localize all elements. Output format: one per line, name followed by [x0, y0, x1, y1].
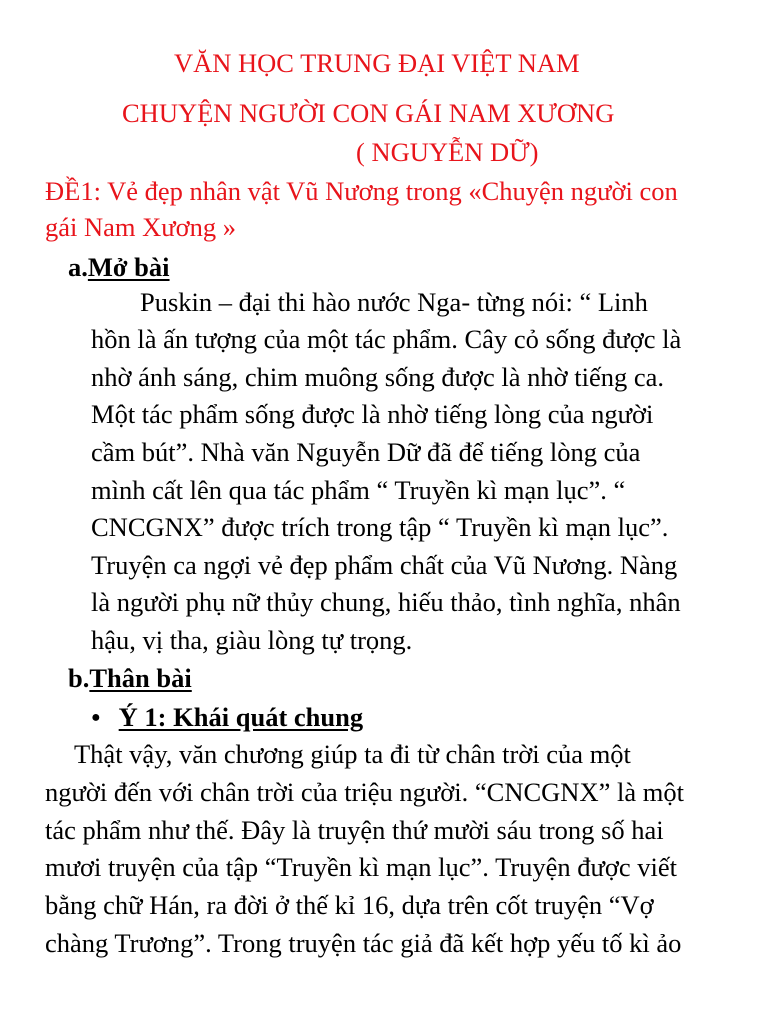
title-literature-period: VĂN HỌC TRUNG ĐẠI VIỆT NAM: [174, 48, 580, 78]
bullet-icon: ●: [91, 708, 101, 726]
paragraph-a-line: Truyện ca ngợi vẻ đẹp phẩm chất của Vũ Nương. Nàng: [91, 550, 678, 580]
topic-line-1: ĐỀ1: Vẻ đẹp nhân vật Vũ Nương trong «Chuyện người con: [45, 176, 678, 206]
topic-line-2: gái Nam Xương »: [45, 212, 237, 242]
section-b-heading: [68, 662, 192, 694]
paragraph-a-line: cầm bút”. Nhà văn Nguyễn Dữ đã để tiếng lòng của: [91, 437, 641, 467]
section-a-label: Mở bài: [87, 252, 170, 282]
section-b-prefix: b.: [68, 663, 90, 693]
paragraph-b-line: chàng Trương”. Trong truyện tác giả đã kết hợp yếu tố kì ảo: [45, 928, 682, 958]
paragraph-a-line: là người phụ nữ thủy chung, hiếu thảo, tình nghĩa, nhân: [91, 587, 681, 617]
paragraph-b-line: người đến với chân trời của triệu người. “CNCGNX” là một: [45, 777, 684, 807]
paragraph-a-line: Puskin – đại thi hào nước Nga- từng nói: “ Linh: [140, 287, 648, 317]
paragraph-b-line: mươi truyện của tập “Truyền kì mạn lục”. Truyện được viết: [45, 852, 678, 882]
paragraph-b-line: tác phẩm như thế. Đây là truyện thứ mười sáu trong số hai: [45, 815, 664, 845]
section-b-label: Thân bài: [89, 663, 192, 693]
section-a-heading: [68, 251, 170, 283]
paragraph-b-line: bằng chữ Hán, ra đời ở thế kỉ 16, dựa trên cốt truyện “Vợ: [45, 890, 654, 920]
paragraph-a-line: mình cất lên qua tác phẩm “ Truyền kì mạn lục”. “: [91, 475, 626, 505]
paragraph-a-line: hồn là ấn tượng của một tác phẩm. Cây cỏ sống được là: [91, 324, 682, 354]
section-a-prefix: a.: [68, 252, 88, 282]
title-story: CHUYỆN NGƯỜI CON GÁI NAM XƯƠNG: [122, 98, 615, 128]
paragraph-a-line: nhờ ánh sáng, chim muông sống được là nhờ tiếng ca.: [91, 362, 665, 392]
paragraph-b-line: Thật vậy, văn chương giúp ta đi từ chân trời của một: [74, 739, 631, 769]
paragraph-a-line: hậu, vị tha, giàu lòng tự trọng.: [91, 625, 413, 655]
point-1-label: Ý 1: Khái quát chung: [118, 702, 364, 732]
paragraph-a-line: Một tác phẩm sống được là nhờ tiếng lòng của người: [91, 399, 654, 429]
title-author: ( NGUYỄN DỮ): [356, 137, 539, 167]
point-1-heading: [91, 701, 363, 736]
paragraph-a-line: CNCGNX” được trích trong tập “ Truyền kì mạn lục”.: [91, 512, 669, 542]
